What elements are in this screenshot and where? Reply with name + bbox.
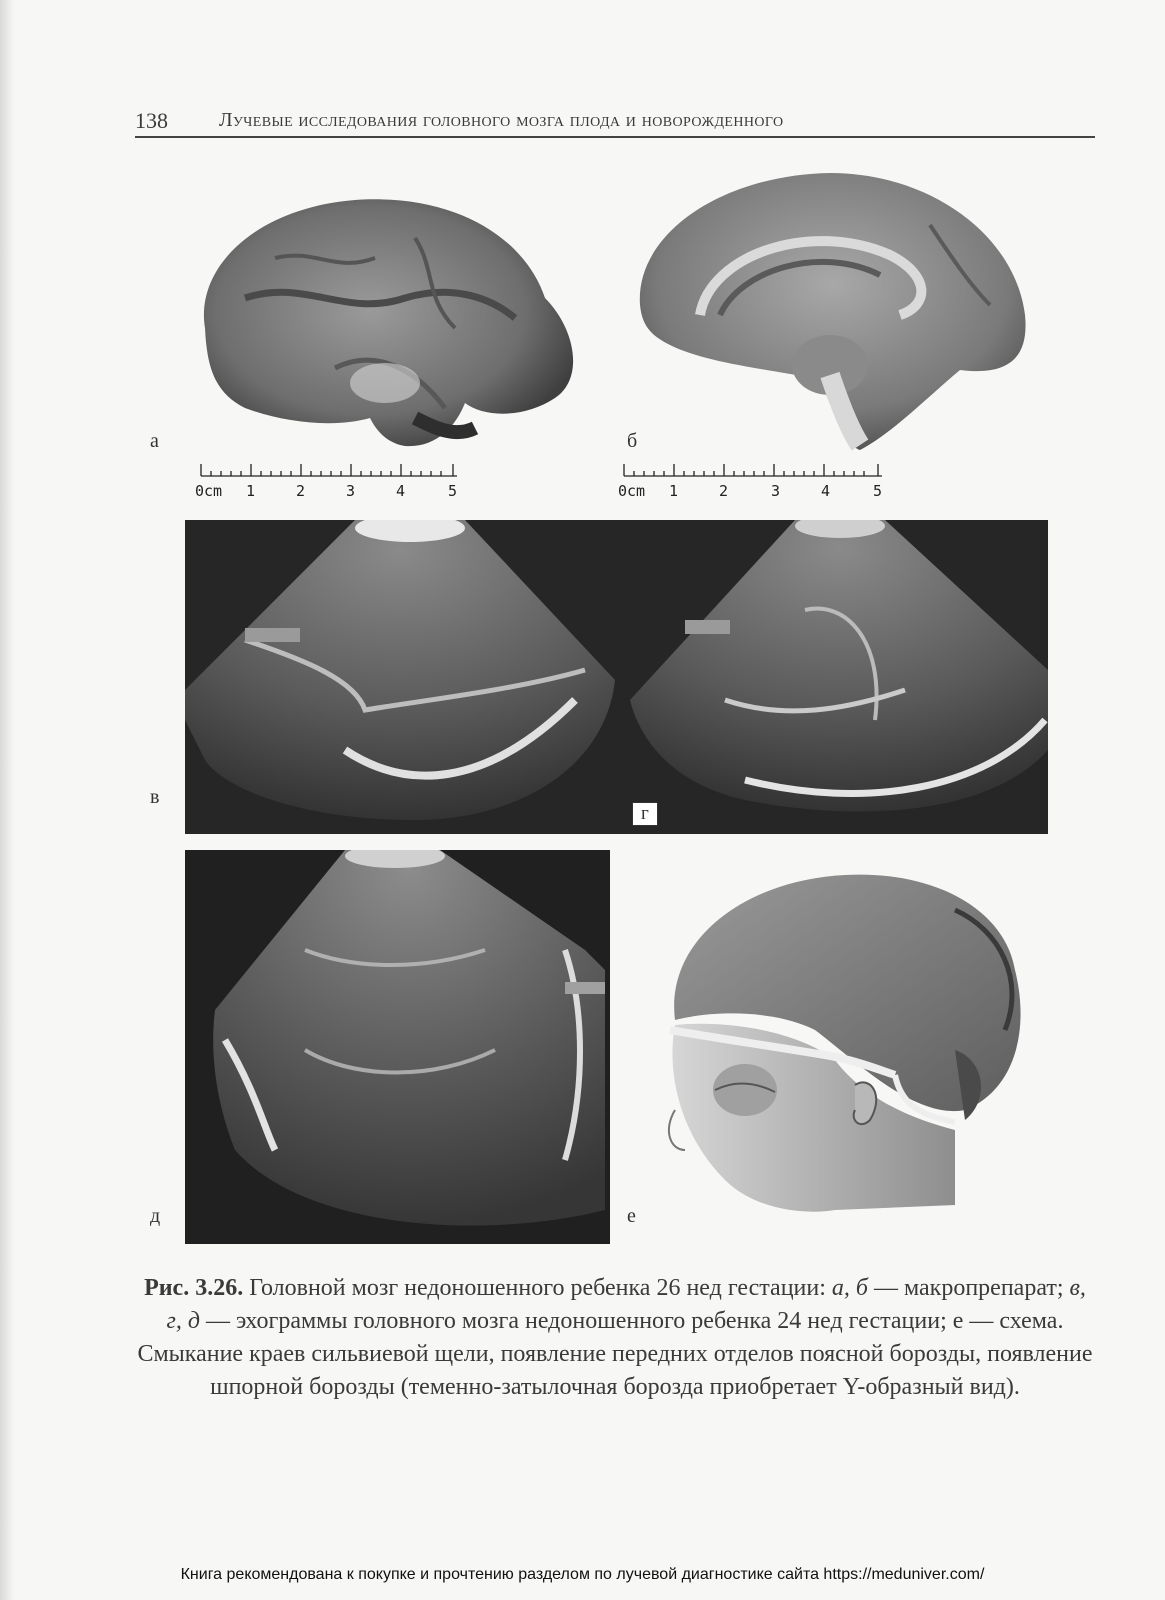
scale-unit-right: 0cm [618, 482, 646, 500]
running-title: Лучевые исследования головного мозга плода и новорожденного [219, 109, 784, 131]
brain-lateral-photo [185, 178, 585, 458]
page-header [135, 108, 1095, 138]
panel-label-d: д [150, 1205, 161, 1227]
caption-text-3: — эхограммы головного мозга недоношенного ребенка 24 нед гестации; е — схема. Смыкание краев сильвиевой щели, появление передних отделов поясной борозды, появление шпорной борозды (теменно-затылочная борозда приобретает Y-образный вид). [137, 1308, 1093, 1400]
scale-bar-left [195, 460, 465, 502]
brain-medial-photo [630, 165, 1030, 455]
scale-tick-1-right: 1 [669, 482, 679, 500]
scale-tick-5: 5 [448, 482, 458, 500]
figure-label: Рис. 3.26. [144, 1275, 244, 1301]
panel-label-b: б [627, 430, 638, 452]
page-edge-shadow [0, 0, 14, 1600]
ultrasound-panel-d [185, 850, 610, 1244]
panel-label-v: в [150, 786, 160, 808]
scale-tick-3: 3 [346, 482, 356, 500]
schematic-head-drawing [655, 860, 1045, 1230]
scale-bar-right [618, 460, 893, 502]
panel-label-e: е [627, 1205, 636, 1227]
caption-italic-vgd: в, г, д [166, 1275, 1086, 1334]
panel-label-a: а [150, 430, 159, 452]
scale-tick-2-right: 2 [719, 482, 729, 500]
figure-caption [135, 1272, 1095, 1404]
page-number: 138 [135, 108, 168, 133]
header-rule [135, 136, 1095, 138]
scale-tick-2: 2 [296, 482, 306, 500]
scale-tick-5-right: 5 [873, 482, 883, 500]
caption-text-1: Головной мозг недоношенного ребенка 26 нед гестации: [243, 1275, 832, 1301]
caption-text-2: — макропрепарат; [867, 1275, 1070, 1301]
panel-label-g: г [632, 802, 658, 826]
scale-tick-4-right: 4 [821, 482, 831, 500]
scale-tick-1: 1 [246, 482, 256, 500]
scale-tick-4: 4 [396, 482, 406, 500]
scale-tick-3-right: 3 [771, 482, 781, 500]
scale-unit-left: 0cm [195, 482, 223, 500]
ultrasound-panels-v-g [185, 520, 1048, 834]
footer-recommendation: Книга рекомендована к покупке и прочтению разделом по лучевой диагностике сайта https://meduniver.com/ [180, 1566, 985, 1583]
caption-italic-ab: а, б [831, 1275, 868, 1301]
